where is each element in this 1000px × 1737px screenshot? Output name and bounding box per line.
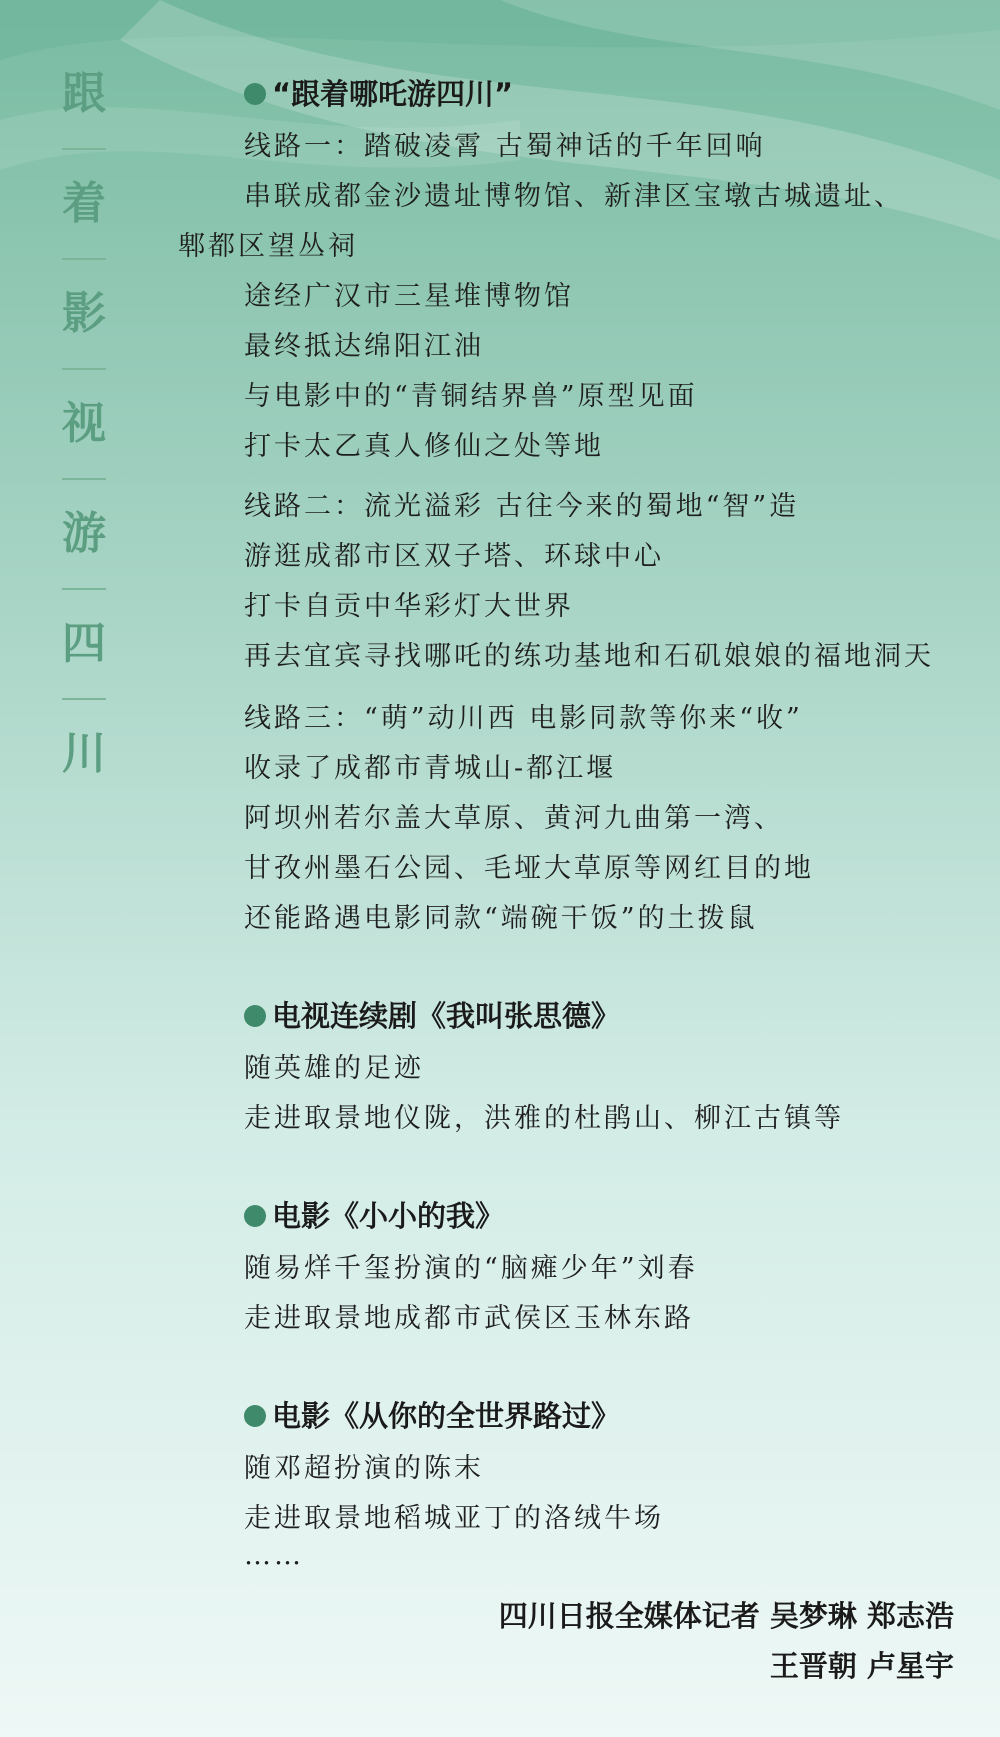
bullet-dot-icon	[244, 1205, 266, 1227]
side-title-char: 游	[62, 508, 106, 559]
side-title-divider	[62, 368, 106, 370]
text-line: 走进取景地稻城亚丁的洛绒牛场	[244, 1503, 664, 1534]
section-heading: 电影《小小的我》	[244, 1194, 504, 1235]
byline: 王晋朝 卢星宇	[769, 1649, 954, 1683]
bullet-dot-icon	[244, 1405, 266, 1427]
section-heading: 电视连续剧《我叫张思德》	[244, 994, 620, 1035]
text-line: 随邓超扮演的陈末	[244, 1453, 484, 1484]
text-line: 打卡自贡中华彩灯大世界	[244, 591, 574, 622]
side-title-divider	[62, 258, 106, 260]
section-heading: “跟着哪吒游四川”	[244, 72, 513, 113]
side-title-divider	[62, 478, 106, 480]
section-heading: 电影《从你的全世界路过》	[244, 1394, 620, 1435]
text-line: 随英雄的足迹	[244, 1053, 424, 1084]
side-title-char: 川	[62, 728, 106, 779]
text-line: 线路一：踏破凌霄 古蜀神话的千年回响	[244, 131, 766, 162]
text-line: 线路二：流光溢彩 古往今来的蜀地“智”造	[244, 491, 800, 522]
side-title-char: 跟	[62, 68, 106, 119]
text-line: 郫都区望丛祠	[178, 231, 358, 262]
side-title-divider	[62, 698, 106, 700]
side-title-char: 视	[62, 398, 106, 449]
text-line: 再去宜宾寻找哪吒的练功基地和石矶娘娘的福地洞天	[244, 641, 934, 672]
text-line: 游逛成都市区双子塔、环球中心	[244, 541, 664, 572]
side-title-divider	[62, 588, 106, 590]
text-line: 随易烊千玺扮演的“脑瘫少年”刘春	[244, 1253, 698, 1284]
text-line: 走进取景地成都市武侯区玉林东路	[244, 1303, 694, 1334]
text-line: 线路三：“萌”动川西 电影同款等你来“收”	[244, 703, 803, 734]
side-title-char: 四	[62, 618, 106, 669]
side-title	[38, 60, 130, 788]
text-line: 还能路遇电影同款“端碗干饭”的土拨鼠	[244, 903, 758, 934]
text-line: 走进取景地仪陇，洪雅的杜鹃山、柳江古镇等	[244, 1103, 844, 1134]
byline: 四川日报全媒体记者 吴梦琳 郑志浩	[498, 1599, 954, 1633]
text-line: 收录了成都市青城山-都江堰	[244, 753, 617, 784]
text-line: 与电影中的“青铜结界兽”原型见面	[244, 381, 698, 412]
text-line: ……	[244, 1540, 304, 1571]
text-line: 阿坝州若尔盖大草原、黄河九曲第一湾、	[244, 803, 784, 834]
text-line: 串联成都金沙遗址博物馆、新津区宝墩古城遗址、	[244, 181, 904, 212]
text-line: 打卡太乙真人修仙之处等地	[244, 431, 604, 462]
side-title-divider	[62, 148, 106, 150]
text-line: 途经广汉市三星堆博物馆	[244, 281, 574, 312]
bullet-dot-icon	[244, 1005, 266, 1027]
text-line: 甘孜州墨石公园、毛垭大草原等网红目的地	[244, 853, 814, 884]
side-title-char: 着	[62, 178, 106, 229]
side-title-char: 影	[62, 288, 106, 339]
text-line: 最终抵达绵阳江油	[244, 331, 484, 362]
bullet-dot-icon	[244, 83, 266, 105]
